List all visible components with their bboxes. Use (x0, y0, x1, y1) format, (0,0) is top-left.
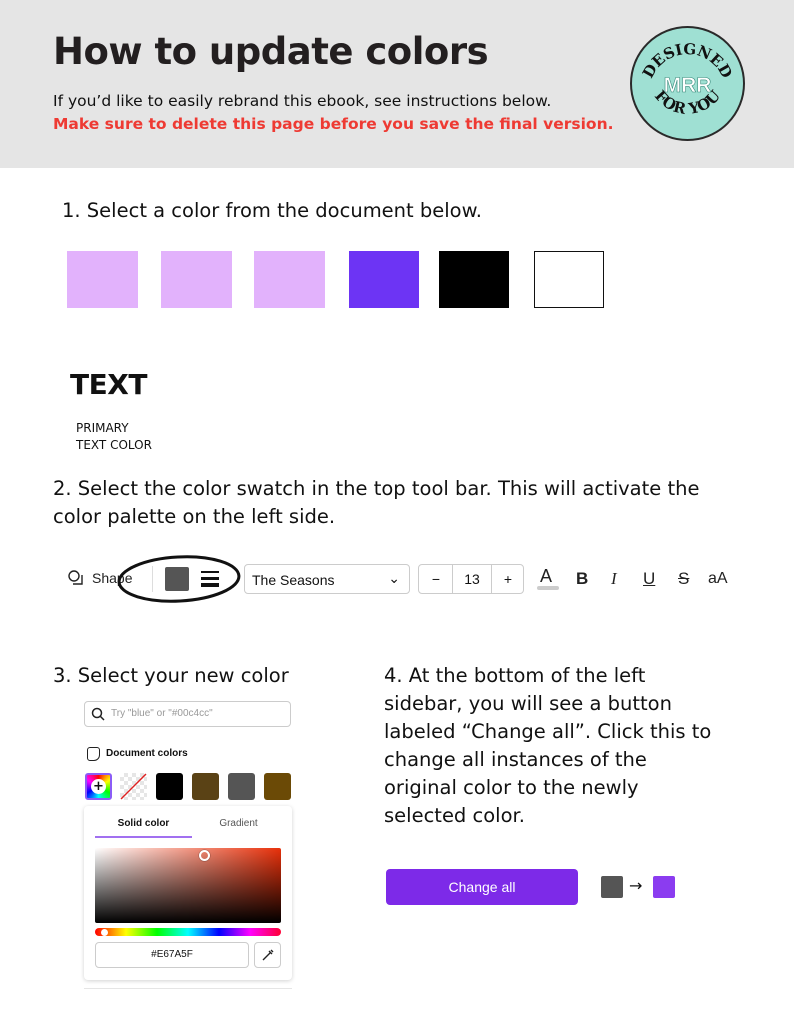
step2-text: 2. Select the color swatch in the top tool bar. This will activate the color palette on the left side. (53, 477, 700, 528)
text-caption-line1: PRIMARY (76, 421, 129, 435)
font-dropdown[interactable] (244, 564, 410, 594)
new-color-swatch (653, 876, 675, 898)
strikethrough-button[interactable]: S (678, 569, 690, 588)
page-title: How to update colors (53, 30, 489, 73)
search-icon (91, 707, 105, 721)
text-color-bar (537, 586, 559, 590)
text-color-button[interactable]: A (540, 566, 553, 586)
increase-size-button[interactable]: + (503, 571, 513, 587)
color-swatch-lilac[interactable] (161, 251, 232, 308)
shape-button[interactable]: Shape (92, 570, 133, 586)
document-color-swatch[interactable] (156, 773, 183, 800)
document-colors-heading: Document colors (106, 748, 188, 759)
change-all-button[interactable]: Change all (386, 869, 578, 905)
hex-input[interactable]: #E67A5F (95, 942, 249, 968)
color-swatch-lilac[interactable] (67, 251, 138, 308)
underline-button[interactable]: U (643, 569, 656, 588)
search-placeholder: Try "blue" or "#00c4cc" (111, 708, 213, 719)
hand-drawn-circle (115, 553, 243, 605)
document-color-swatch[interactable] (228, 773, 255, 800)
color-swatch-lilac[interactable] (254, 251, 325, 308)
italic-button[interactable]: I (611, 569, 617, 588)
svg-text:DESIGNED: DESIGNED (638, 39, 737, 82)
document-color-swatch[interactable] (192, 773, 219, 800)
palette-icon (87, 747, 100, 761)
font-size-value[interactable]: 13 (464, 571, 480, 587)
color-picker-handle[interactable] (199, 850, 210, 861)
font-size-stepper[interactable] (418, 564, 524, 594)
color-swatch-white[interactable] (534, 251, 604, 308)
designed-for-you-logo (630, 26, 745, 141)
shape-icon (68, 570, 83, 585)
arrow-right-icon: → (629, 876, 643, 895)
font-name: The Seasons (252, 572, 335, 588)
eyedropper-button[interactable] (254, 942, 281, 968)
text-caption-line2: TEXT COLOR (76, 438, 152, 452)
document-color-swatch[interactable] (264, 773, 291, 800)
letter-case-button[interactable]: aA (708, 570, 728, 587)
decrease-size-button[interactable]: − (431, 571, 441, 587)
bold-button[interactable]: B (576, 569, 589, 588)
subtitle: If you’d like to easily rebrand this ebook, see instructions below. (53, 92, 552, 110)
tab-gradient[interactable]: Gradient (219, 818, 258, 829)
add-color-button[interactable]: + (85, 773, 112, 800)
svg-text:FOR YOU: FOR YOU (650, 86, 725, 118)
step4-text: 4. At the bottom of the left sidebar, you will see a button labeled “Change all”. Click this to change all instances of the original color to the newly selected color. (384, 664, 712, 827)
hue-slider-handle[interactable] (101, 929, 108, 936)
chevron-down-icon: ⌄ (388, 570, 400, 586)
hue-slider[interactable] (95, 928, 281, 936)
divider (84, 988, 292, 989)
step3-text: 3. Select your new color (53, 664, 289, 687)
color-swatch-purple[interactable] (349, 251, 419, 308)
text-sample: TEXT (70, 368, 147, 401)
old-color-swatch (601, 876, 623, 898)
color-swatch-black[interactable] (439, 251, 509, 308)
color-search-input[interactable] (84, 701, 291, 727)
tab-solid-color[interactable]: Solid color (117, 818, 170, 829)
active-tab-indicator (95, 836, 192, 838)
transparent-color-swatch[interactable] (120, 773, 147, 800)
step1-text: 1. Select a color from the document below. (62, 199, 482, 222)
svg-text:MRR: MRR (663, 74, 712, 97)
eyedropper-icon (261, 948, 275, 962)
saturation-picker[interactable] (95, 848, 281, 923)
warning-text: Make sure to delete this page before you save the final version. (53, 115, 614, 133)
